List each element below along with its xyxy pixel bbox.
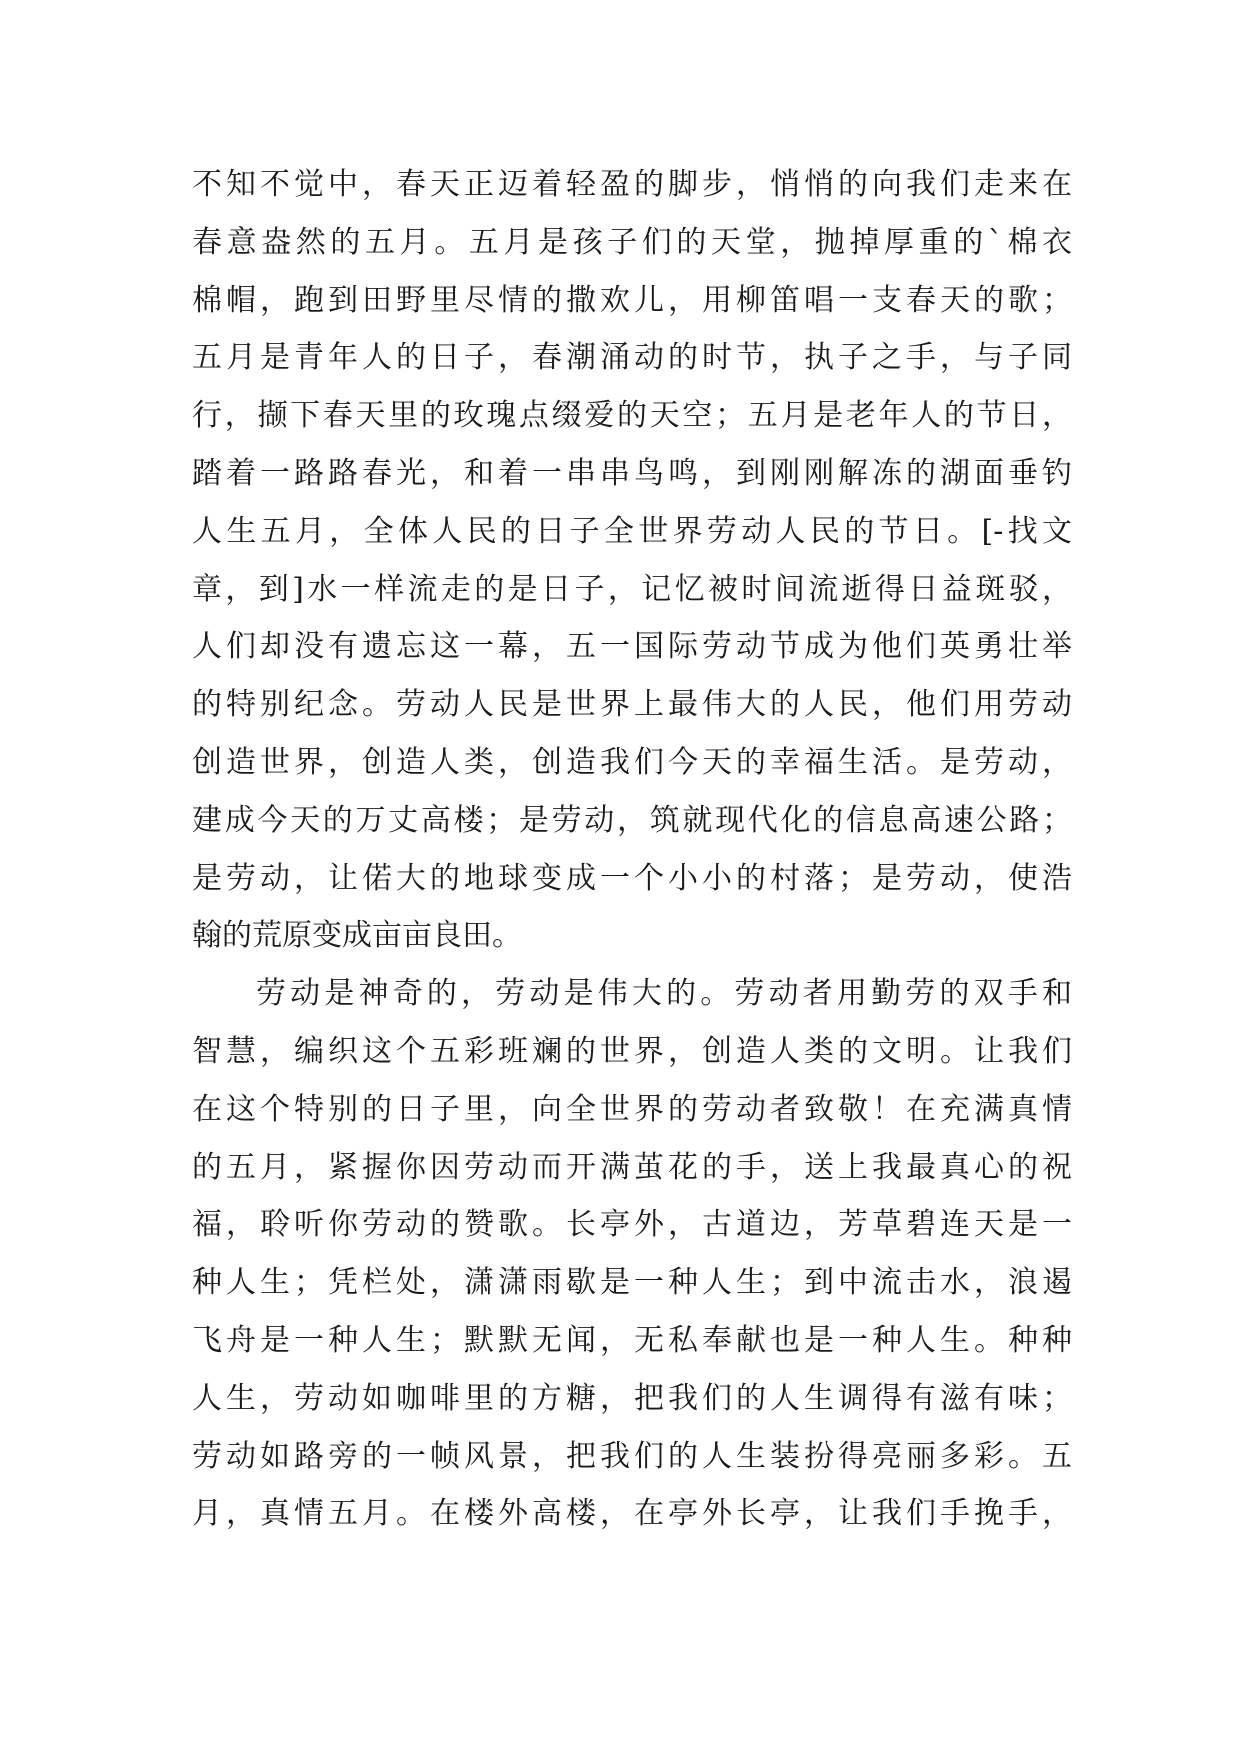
document-body (192, 156, 1072, 1543)
text-line: 棉帽，跑到田野里尽情的撒欢儿，用柳笛唱一支春天的歌； (192, 282, 1072, 318)
text-line: 是劳动，让偌大的地球变成一个小小的村落；是劳动，使浩 (192, 860, 1072, 896)
text-line: 五月是青年人的日子，春潮涌动的时节，执子之手，与子同 (192, 340, 1072, 376)
paragraph-1 (192, 156, 1072, 965)
text-line: 劳动是神奇的，劳动是伟大的。劳动者用勤劳的双手和 (256, 976, 1072, 1012)
text-line: 种人生；凭栏处，潇潇雨歇是一种人生；到中流击水，浪遏 (192, 1265, 1072, 1301)
text-line: 智慧，编织这个五彩班斓的世界，创造人类的文明。让我们 (192, 1033, 1072, 1069)
text-line: 在这个特别的日子里，向全世界的劳动者致敬！在充满真情 (192, 1091, 1072, 1127)
text-line: 章，到]水一样流走的是日子，记忆被时间流逝得日益斑驳， (192, 571, 1072, 607)
text-line: 劳动如路旁的一帧风景，把我们的人生装扮得亮丽多彩。五 (192, 1438, 1072, 1474)
text-line: 行，撷下春天里的玫瑰点缀爱的天空；五月是老年人的节日， (192, 398, 1072, 434)
paragraph-2 (192, 965, 1072, 1543)
text-line: 人们却没有遗忘这一幕，五一国际劳动节成为他们英勇壮举 (192, 629, 1072, 665)
text-line: 月，真情五月。在楼外高楼，在亭外长亭，让我们手挽手， (192, 1496, 1072, 1532)
text-line: 的五月，紧握你因劳动而开满茧花的手，送上我最真心的祝 (192, 1149, 1072, 1185)
text-line: 的特别纪念。劳动人民是世界上最伟大的人民，他们用劳动 (192, 687, 1072, 723)
text-line: 建成今天的万丈高楼；是劳动，筑就现代化的信息高速公路； (192, 802, 1072, 838)
text-line: 创造世界，创造人类，创造我们今天的幸福生活。是劳动， (192, 744, 1072, 780)
text-line: 翰的荒原变成亩亩良田。 (192, 918, 522, 954)
text-line: 春意盎然的五月。五月是孩子们的天堂，抛掉厚重的`棉衣 (192, 224, 1072, 260)
text-line: 福，聆听你劳动的赞歌。长亭外，古道边，芳草碧连天是一 (192, 1207, 1072, 1243)
text-line: 不知不觉中，春天正迈着轻盈的脚步，悄悄的向我们走来在 (192, 167, 1072, 202)
text-line: 飞舟是一种人生；默默无闻，无私奉献也是一种人生。种种 (192, 1322, 1072, 1358)
text-line: 人生，劳动如咖啡里的方糖，把我们的人生调得有滋有味； (192, 1380, 1072, 1416)
text-line: 踏着一路路春光，和着一串串鸟鸣，到刚刚解冻的湖面垂钓 (192, 455, 1072, 491)
text-line: 人生五月，全体人民的日子全世界劳动人民的节日。[-找文 (192, 513, 1072, 549)
